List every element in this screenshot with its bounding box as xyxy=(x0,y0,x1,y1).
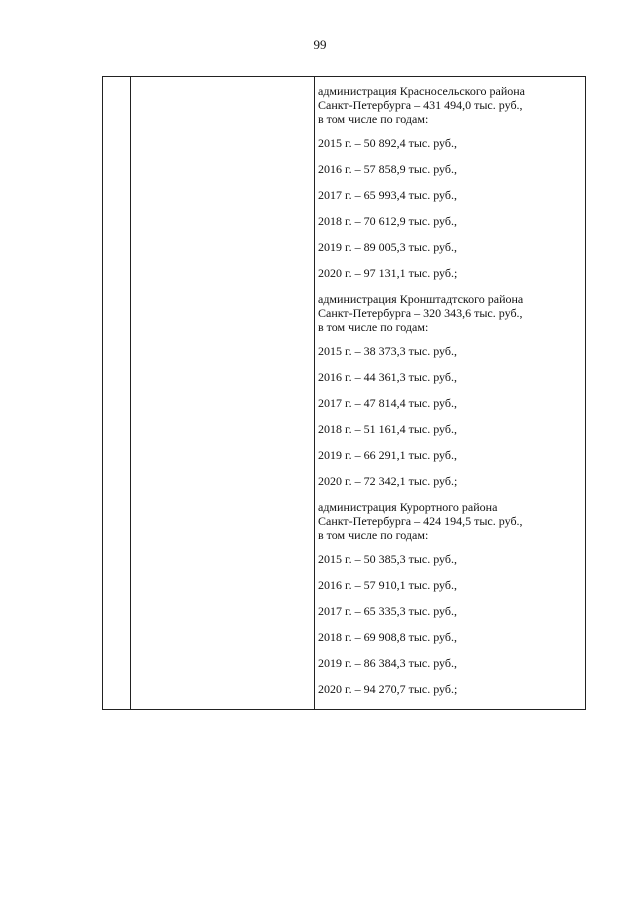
funding-block-heading xyxy=(316,84,582,126)
heading-line: в том числе по годам: xyxy=(318,112,429,126)
year-amount: 2019 г. – 66 291,1 тыс. руб., xyxy=(318,448,457,462)
year-amount: 2019 г. – 86 384,3 тыс. руб., xyxy=(318,656,457,670)
page-number: 99 xyxy=(313,37,327,52)
heading-line: администрация Красносельского района xyxy=(318,84,525,98)
year-amount: 2019 г. – 89 005,3 тыс. руб., xyxy=(318,240,457,254)
year-amount: 2015 г. – 38 373,3 тыс. руб., xyxy=(318,344,457,358)
year-amount: 2016 г. – 57 858,9 тыс. руб., xyxy=(318,162,457,176)
year-amount: 2020 г. – 94 270,7 тыс. руб.; xyxy=(318,682,458,696)
heading-line: администрация Курортного района xyxy=(318,500,498,514)
year-amount: 2018 г. – 70 612,9 тыс. руб., xyxy=(318,214,457,228)
year-amount: 2017 г. – 47 814,4 тыс. руб., xyxy=(318,396,457,410)
year-amount: 2015 г. – 50 892,4 тыс. руб., xyxy=(318,136,457,150)
year-amount: 2017 г. – 65 993,4 тыс. руб., xyxy=(318,188,457,202)
heading-line: в том числе по годам: xyxy=(318,320,429,334)
funding-cell xyxy=(316,84,582,708)
heading-line: Санкт-Петербурга – 431 494,0 тыс. руб., xyxy=(318,98,523,112)
document-table xyxy=(102,76,586,710)
heading-line: Санкт-Петербурга – 424 194,5 тыс. руб., xyxy=(318,514,523,528)
year-amount: 2020 г. – 72 342,1 тыс. руб.; xyxy=(318,474,458,488)
year-amount: 2016 г. – 44 361,3 тыс. руб., xyxy=(318,370,457,384)
year-amount: 2018 г. – 51 161,4 тыс. руб., xyxy=(318,422,457,436)
funding-block-heading xyxy=(316,500,582,542)
heading-line: в том числе по годам: xyxy=(318,528,429,542)
year-amount: 2020 г. – 97 131,1 тыс. руб.; xyxy=(318,266,458,280)
heading-line: администрация Кронштадтского района xyxy=(318,292,524,306)
year-amount: 2017 г. – 65 335,3 тыс. руб., xyxy=(318,604,457,618)
year-amount: 2016 г. – 57 910,1 тыс. руб., xyxy=(318,578,457,592)
funding-block-kurortny xyxy=(316,500,582,708)
funding-block-krasnoselsky xyxy=(316,84,582,292)
heading-line: Санкт-Петербурга – 320 343,6 тыс. руб., xyxy=(318,306,523,320)
funding-block-kronshtadtsky xyxy=(316,292,582,500)
year-amount: 2015 г. – 50 385,3 тыс. руб., xyxy=(318,552,457,566)
funding-block-heading xyxy=(316,292,582,334)
year-amount: 2018 г. – 69 908,8 тыс. руб., xyxy=(318,630,457,644)
table-column-divider xyxy=(314,77,315,709)
table-column-divider xyxy=(130,77,131,709)
